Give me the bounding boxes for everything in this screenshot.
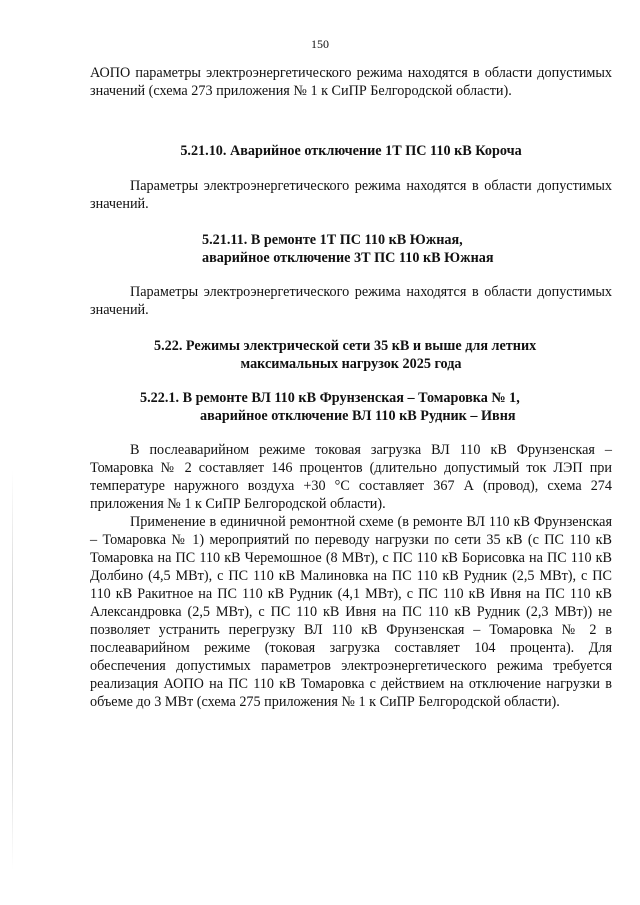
heading-5-21-11-line2: аварийное отключение 3Т ПС 110 кВ Южная: [202, 250, 494, 266]
heading-5-22-1: [90, 389, 612, 425]
heading-5-21-10: 5.21.10. Аварийное отключение 1Т ПС 110 кВ Короча: [180, 143, 522, 159]
heading-5-22-1-line2: аварийное отключение ВЛ 110 кВ Рудник – Ивня: [200, 408, 516, 424]
paragraph-5-21-10: Параметры электроэнергетического режима находятся в области допустимых значений.: [90, 178, 612, 212]
heading-5-21-11-line1: 5.21.11. В ремонте 1Т ПС 110 кВ Южная,: [202, 232, 463, 248]
scan-binding-edge: [12, 470, 13, 870]
paragraph-5-22-1-a: В послеаварийном режиме токовая загрузка ВЛ 110 кВ Фрунзенская – Томаровка № 2 составляет 146 процентов (длительно допустимый ток ЛЭП при температуре наружного воздуха +30 °С составляет 367 А (провод), схема 274 приложения № 1 к СиПР Белгородской области).: [90, 442, 612, 512]
heading-5-22-1-line1: 5.22.1. В ремонте ВЛ 110 кВ Фрунзенская – Томаровка № 1,: [140, 390, 520, 406]
intro-paragraph: АОПО параметры электроэнергетического режима находятся в области допустимых значений (схема 273 приложения № 1 к СиПР Белгородской области).: [90, 65, 612, 99]
page-number: 150: [311, 37, 329, 51]
paragraph-5-22-1-b: Применение в единичной ремонтной схеме (в ремонте ВЛ 110 кВ Фрунзенская – Томаровка № 1) мероприятий по переводу нагрузки по сети 35 кВ (с ПС 110 кВ Томаровка на ПС 110 кВ Черемошное (8 МВт), с ПС 110 кВ Борисовка на ПС 110 кВ Долбино (4,5 МВт), с ПС 110 кВ Малиновка на ПС 110 кВ Рудник (2,5 МВт), с ПС 110 кВ Ракитное на ПС 110 кВ Рудник (4,1 МВт), с ПС 110 кВ Ивня на ПС 110 кВ Александровка (2,5 МВт), с ПС 110 кВ Ивня на ПС 110 кВ Рудник (2,3 МВт)) не позволяет устранить перегрузку ВЛ 110 кВ Фрунзенская – Томаровка № 2 в послеаварийном режиме (токовая загрузка составляет 104 процента). Для обеспечения допустимых параметров электроэнергетического режима требуется реализация АОПО на ПС 110 кВ Томаровка с действием на отключение нагрузки в объеме до 3 МВт (схема 275 приложения № 1 к СиПР Белгородской области).: [90, 514, 612, 710]
paragraph-5-21-11: Параметры электроэнергетического режима находятся в области допустимых значений.: [90, 284, 612, 318]
document-body: [90, 64, 612, 711]
heading-5-22: [90, 337, 612, 373]
heading-5-21-11: [90, 231, 612, 267]
heading-5-22-line1: 5.22. Режимы электрической сети 35 кВ и выше для летних: [154, 338, 537, 354]
heading-5-22-line2: максимальных нагрузок 2025 года: [240, 356, 462, 372]
